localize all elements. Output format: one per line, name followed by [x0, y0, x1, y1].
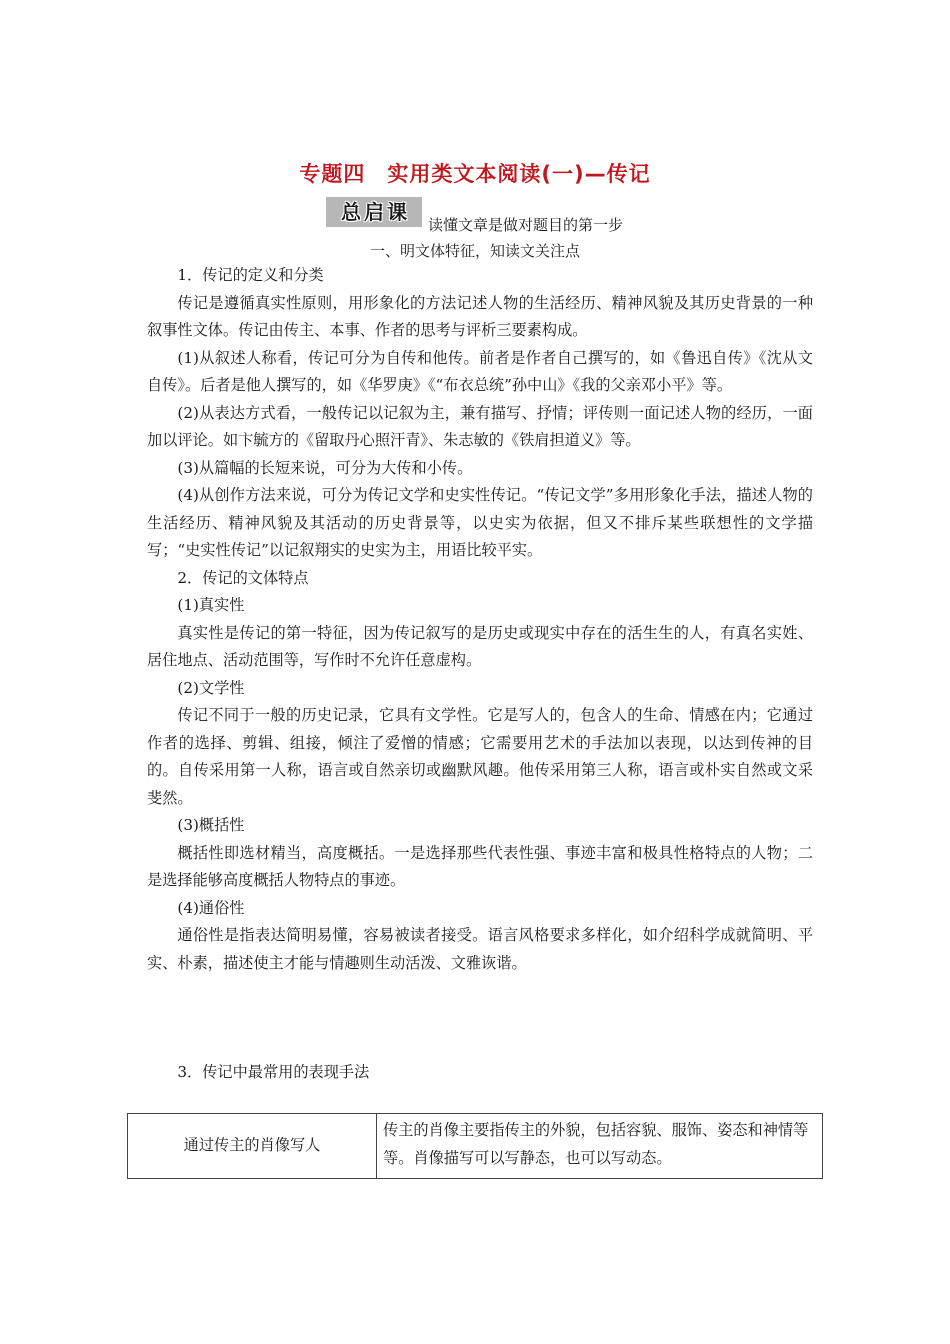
section-badge	[326, 197, 422, 227]
item-heading: (2)文学性	[177, 678, 245, 697]
badge-char: 启	[364, 200, 384, 224]
technique-cell: 通过传主的肖像写人	[128, 1114, 377, 1179]
body-text	[147, 262, 813, 1087]
paragraph: 传记不同于一般的历史记录，它具有文学性。它是写人的，包含人的生命、情感在内；它通过作者的选择、剪辑、组接，倾注了爱憎的情感；它需要用艺术的手法加以表现，以达到传神的目的。自传采用第一人称，语言或自然亲切或幽默风趣。他传采用第三人称，语言或朴实自然或文采斐然。	[147, 706, 813, 807]
paragraph: (4)从创作方法来说，可分为传记文学和史实性传记。“传记文学”多用形象化手法，描述人物的生活经历、精神风貌及其活动的历史背景等，以史实为依据，但又不排斥某些联想性的文学描写；“史实性传记”以记叙翔实的史实为主，用语比较平实。	[147, 486, 813, 559]
paragraph: 通俗性是指表达简明易懂，容易被读者接受。语言风格要求多样化，如介绍科学成就简明、平实、朴素，描述使主才能与情趣则生动活泼、文雅诙谐。	[147, 926, 813, 972]
subsection-heading: 1．传记的定义和分类	[177, 266, 324, 284]
badge-char: 课	[387, 200, 407, 224]
item-heading: (4)通俗性	[177, 898, 245, 917]
subsection-heading: 3．传记中最常用的表现手法	[177, 1063, 370, 1081]
description-cell: 传主的肖像主要指传主的外貌，包括容貌、服饰、姿态和神情等等。肖像描写可以写静态，也可以写动态。	[377, 1114, 823, 1179]
subsection-heading: 2．传记的文体特点	[177, 568, 309, 587]
paragraph: 传记是遵循真实性原则，用形象化的方法记述人物的生活经历、精神风貌及其历史背景的一种叙事性文体。传记由传主、本事、作者的思考与评析三要素构成。	[147, 293, 813, 339]
blank-space	[147, 977, 813, 1059]
table-row	[128, 1114, 823, 1179]
paragraph: 真实性是传记的第一特征，因为传记叙写的是历史或现实中存在的活生生的人，有真名实姓、居住地点、活动范围等，写作时不允许任意虚构。	[147, 623, 813, 669]
paragraph: (1)从叙述人称看，传记可分为自传和他传。前者是作者自己撰写的，如《鲁迅自传》《沈从文自传》。后者是他人撰写的，如《华罗庚》《“布衣总统”孙中山》《我的父亲邓小平》等。	[147, 348, 813, 394]
section-heading: 一、明文体特征，知读文关注点	[369, 242, 580, 260]
item-heading: (3)概括性	[177, 816, 245, 834]
paragraph: 概括性即选材精当，高度概括。一是选择那些代表性强、事迹丰富和极具性格特点的人物；二是选择能够高度概括人物特点的事迹。	[147, 843, 813, 889]
paragraph: (3)从篇幅的长短来说，可分为大传和小传。	[177, 458, 473, 477]
badge-caption: 读懂文章是做对题目的第一步	[428, 216, 624, 234]
techniques-table	[127, 1113, 823, 1179]
document-title: 专题四 实用类文本阅读(一)—传记	[299, 162, 651, 186]
item-heading: (1)真实性	[177, 596, 245, 614]
badge-char: 总	[341, 200, 361, 224]
paragraph: (2)从表达方式看，一般传记以记叙为主，兼有描写、抒情；评传则一面记述人物的经历，一面加以评论。如卞毓方的《留取丹心照汗青》、朱志敏的《铁肩担道义》等。	[147, 403, 813, 449]
